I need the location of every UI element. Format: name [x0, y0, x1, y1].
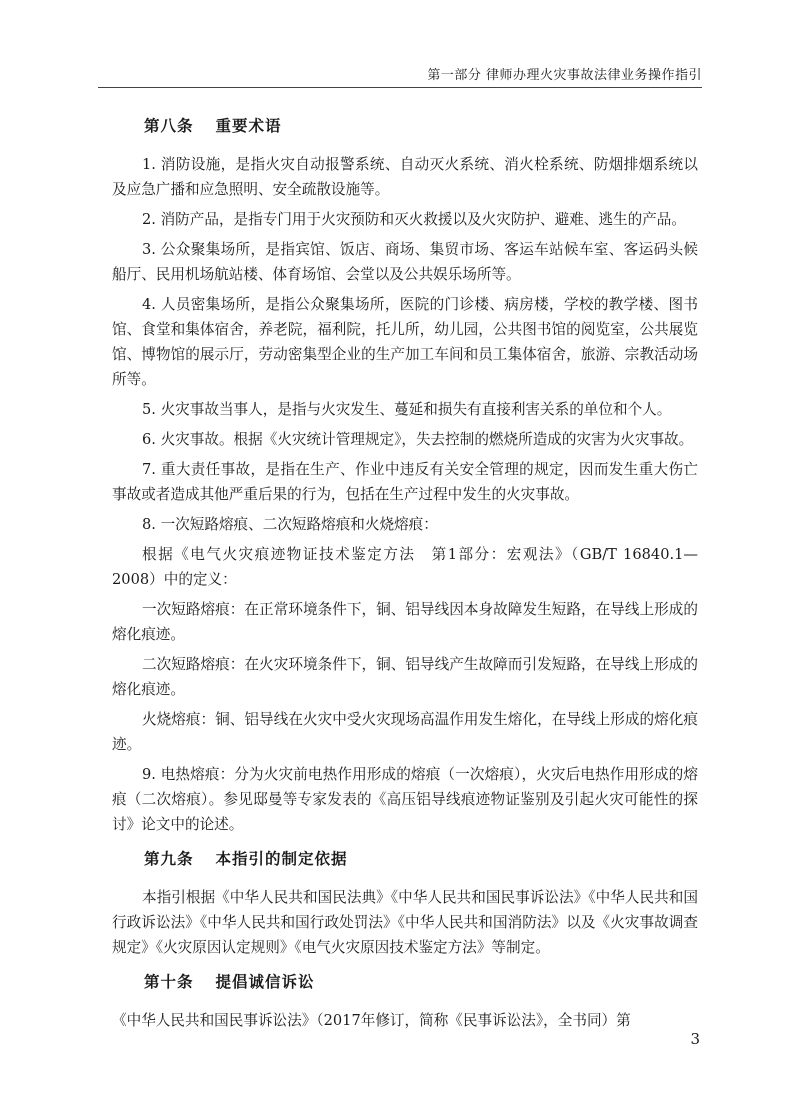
header-rule	[98, 87, 702, 88]
paragraph: 8. 一次短路熔痕、二次短路熔痕和火烧熔痕：	[142, 516, 438, 533]
article-title: 提倡诚信诉讼	[215, 973, 315, 991]
running-header: 第一部分 律师办理火灾事故法律业务操作指引	[427, 68, 702, 83]
paragraph: 一次短路熔痕：在正常环境条件下，铜、铝导线因本身故障发生短路，在导线上形成的熔化痕迹。	[112, 601, 698, 643]
article-number: 第九条	[144, 850, 194, 868]
paragraph: 5. 火灾事故当事人，是指与火灾发生、蔓延和损失有直接利害关系的单位和个人。	[142, 401, 672, 418]
article-number: 第十条	[144, 973, 194, 991]
section-heading-article-9	[112, 847, 698, 869]
page-number: 3	[690, 1030, 700, 1048]
article-title: 重要术语	[215, 117, 282, 135]
paragraph: 3. 公众聚集场所，是指宾馆、饭店、商场、集贸市场、客运车站候车室、客运码头候船厅、民用机场航站楼、体育场馆、会堂以及公共娱乐场所等。	[112, 241, 698, 283]
paragraph: 2. 消防产品，是指专门用于火灾预防和灭火救援以及火灾防护、避难、逃生的产品。	[142, 211, 686, 228]
paragraph: 6. 火灾事故。根据《火灾统计管理规定》，失去控制的燃烧所造成的灾害为火灾事故。	[142, 431, 694, 448]
section-heading-article-8	[112, 114, 698, 136]
article-title: 本指引的制定依据	[215, 850, 348, 868]
paragraph: 二次短路熔痕：在火灾环境条件下，铜、铝导线产生故障而引发短路，在导线上形成的熔化痕迹。	[112, 656, 698, 698]
article-number: 第八条	[144, 117, 194, 135]
paragraph: 《中华人民共和国民事诉讼法》（2017年修订，简称《民事诉讼法》，全书同）第	[112, 1012, 631, 1029]
paragraph: 4. 人员密集场所，是指公众聚集场所，医院的门诊楼、病房楼，学校的教学楼、图书馆、食堂和集体宿舍，养老院，福利院，托儿所，幼儿园，公共图书馆的阅览室，公共展览馆、博物馆的展示厅，劳动密集型企业的生产加工车间和员工集体宿舍，旅游、宗教活动场所等。	[112, 296, 698, 388]
paragraph: 火烧熔痕：铜、铝导线在火灾中受火灾现场高温作用发生熔化，在导线上形成的熔化痕迹。	[112, 711, 698, 753]
paragraph: 1. 消防设施，是指火灾自动报警系统、自动灭火系统、消火栓系统、防烟排烟系统以及应急广播和应急照明、安全疏散设施等。	[112, 156, 698, 198]
page-body	[112, 114, 698, 1038]
paragraph: 根据《电气火灾痕迹物证技术鉴定方法 第1部分：宏观法》（GB/T 16840.1—2008）中的定义：	[112, 546, 698, 588]
paragraph: 本指引根据《中华人民共和国民法典》《中华人民共和国民事诉讼法》《中华人民共和国行政诉讼法》《中华人民共和国行政处罚法》《中华人民共和国消防法》以及《火灾事故调查规定》《火灾原因认定规则》《电气火灾原因技术鉴定方法》等制定。	[112, 889, 698, 956]
paragraph: 7. 重大责任事故，是指在生产、作业中违反有关安全管理的规定，因而发生重大伤亡事故或者造成其他严重后果的行为，包括在生产过程中发生的火灾事故。	[112, 461, 698, 503]
section-heading-article-10	[112, 970, 698, 992]
paragraph: 9. 电热熔痕：分为火灾前电热作用形成的熔痕（一次熔痕），火灾后电热作用形成的熔痕（二次熔痕）。参见邸曼等专家发表的《高压铝导线痕迹物证鉴别及引起火灾可能性的探讨》论文中的论述。	[112, 766, 698, 833]
